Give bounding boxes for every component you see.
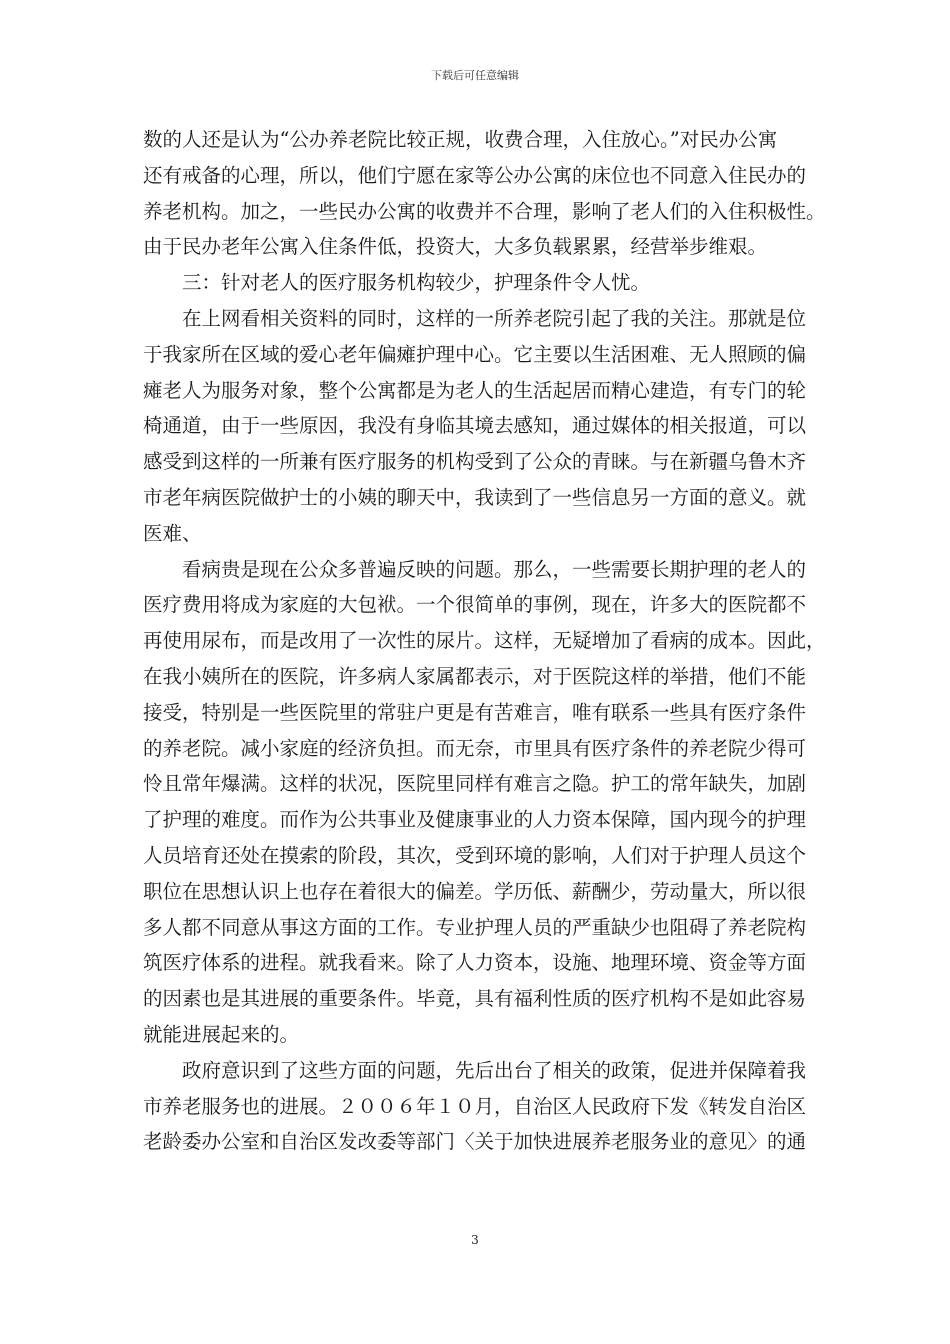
text-line: 在上网看相关资料的同时，这样的一所养老院引起了我的关注。那就是位: [182, 306, 807, 330]
text-line: 感受到这样的一所兼有医疗服务的机构受到了公众的青睐。与在新疆乌鲁木齐: [143, 450, 807, 474]
text-line: 养老机构。加之，一些民办公寓的收费并不合理，影响了老人们的入住积极性。: [143, 199, 826, 223]
page-number: 3: [471, 1233, 479, 1247]
text-line: 数的人还是认为“公办养老院比较正规，收费合理，入住放心。”对民办公寓: [143, 128, 778, 151]
text-line: 就能进展起来的。: [143, 1022, 300, 1046]
text-line: 的因素也是其进展的重要条件。毕竟，具有福利性质的医疗机构不是如此容易: [143, 987, 807, 1011]
text-line: 市老年病医院做护士的小姨的聊天中，我读到了一些信息另一方面的意义。就: [143, 485, 807, 509]
text-line: 职位在思想认识上也存在着很大的偏差。学历低、薪酬少，劳动量大，所以很: [143, 879, 807, 903]
text-line: 由于民办老年公寓入住条件低，投资大，大多负载累累，经营举步维艰。: [143, 235, 768, 259]
text-line: 在我小姨所在的医院，许多病人家属都表示，对于医院这样的举措，他们不能: [143, 664, 807, 688]
text-line: 椅通道，由于一些原因，我没有身临其境去感知，通过媒体的相关报道，可以: [143, 414, 807, 438]
text-line: 再使用尿布，而是改用了一次性的尿片。这样，无疑增加了看病的成本。因此，: [143, 629, 826, 653]
text-line: 的养老院。减小家庭的经济负担。而无奈，市里具有医疗条件的养老院少得可: [143, 736, 807, 760]
text-line: 老龄委办公室和自治区发改委等部门〈关于加快进展养老服务业的意见〉的通: [143, 1130, 807, 1154]
text-line: 瘫老人为服务对象，整个公寓都是为老人的生活起居而精心建造，有专门的轮: [143, 378, 807, 402]
text-line: 了护理的难度。而作为公共事业及健康事业的人力资本保障，国内现今的护理: [143, 808, 807, 832]
section-heading: 三：针对老人的医疗服务机构较少，护理条件令人忧。: [182, 271, 651, 295]
page-header: 下载后可任意编辑: [431, 69, 519, 82]
text-line: 医难、: [143, 521, 202, 545]
text-line: 于我家所在区域的爱心老年偏瘫护理中心。它主要以生活困难、无人照顾的偏: [143, 342, 807, 366]
text-line: 人员培育还处在摸索的阶段，其次，受到环境的影响，人们对于护理人员这个: [143, 843, 807, 867]
text-line: 政府意识到了这些方面的问题，先后出台了相关的政策，促进并保障着我: [182, 1058, 807, 1082]
document-body: [143, 122, 826, 1160]
text-line: 多人都不同意从事这方面的工作。专业护理人员的严重缺少也阻碍了养老院构: [143, 915, 807, 939]
text-line: 接受，特别是一些医院里的常驻户更是有苦难言，唯有联系一些具有医疗条件: [143, 700, 807, 724]
text-line: 怜且常年爆满。这样的状况，医院里同样有难言之隐。护工的常年缺失，加剧: [143, 772, 807, 796]
text-line: 市养老服务也的进展。２００６年１０月，自治区人民政府下发《转发自治区: [143, 1094, 807, 1118]
text-line: 还有戒备的心理，所以，他们宁愿在家等公办公寓的床位也不同意入住民办的: [143, 163, 807, 187]
text-line: 看病贵是现在公众多普遍反映的问题。那么，一些需要长期护理的老人的: [182, 557, 807, 581]
text-line: 医疗费用将成为家庭的大包袱。一个很简单的事例，现在，许多大的医院都不: [143, 593, 807, 617]
text-line: 筑医疗体系的进程。就我看来。除了人力资本，设施、地理环境、资金等方面: [143, 951, 807, 975]
